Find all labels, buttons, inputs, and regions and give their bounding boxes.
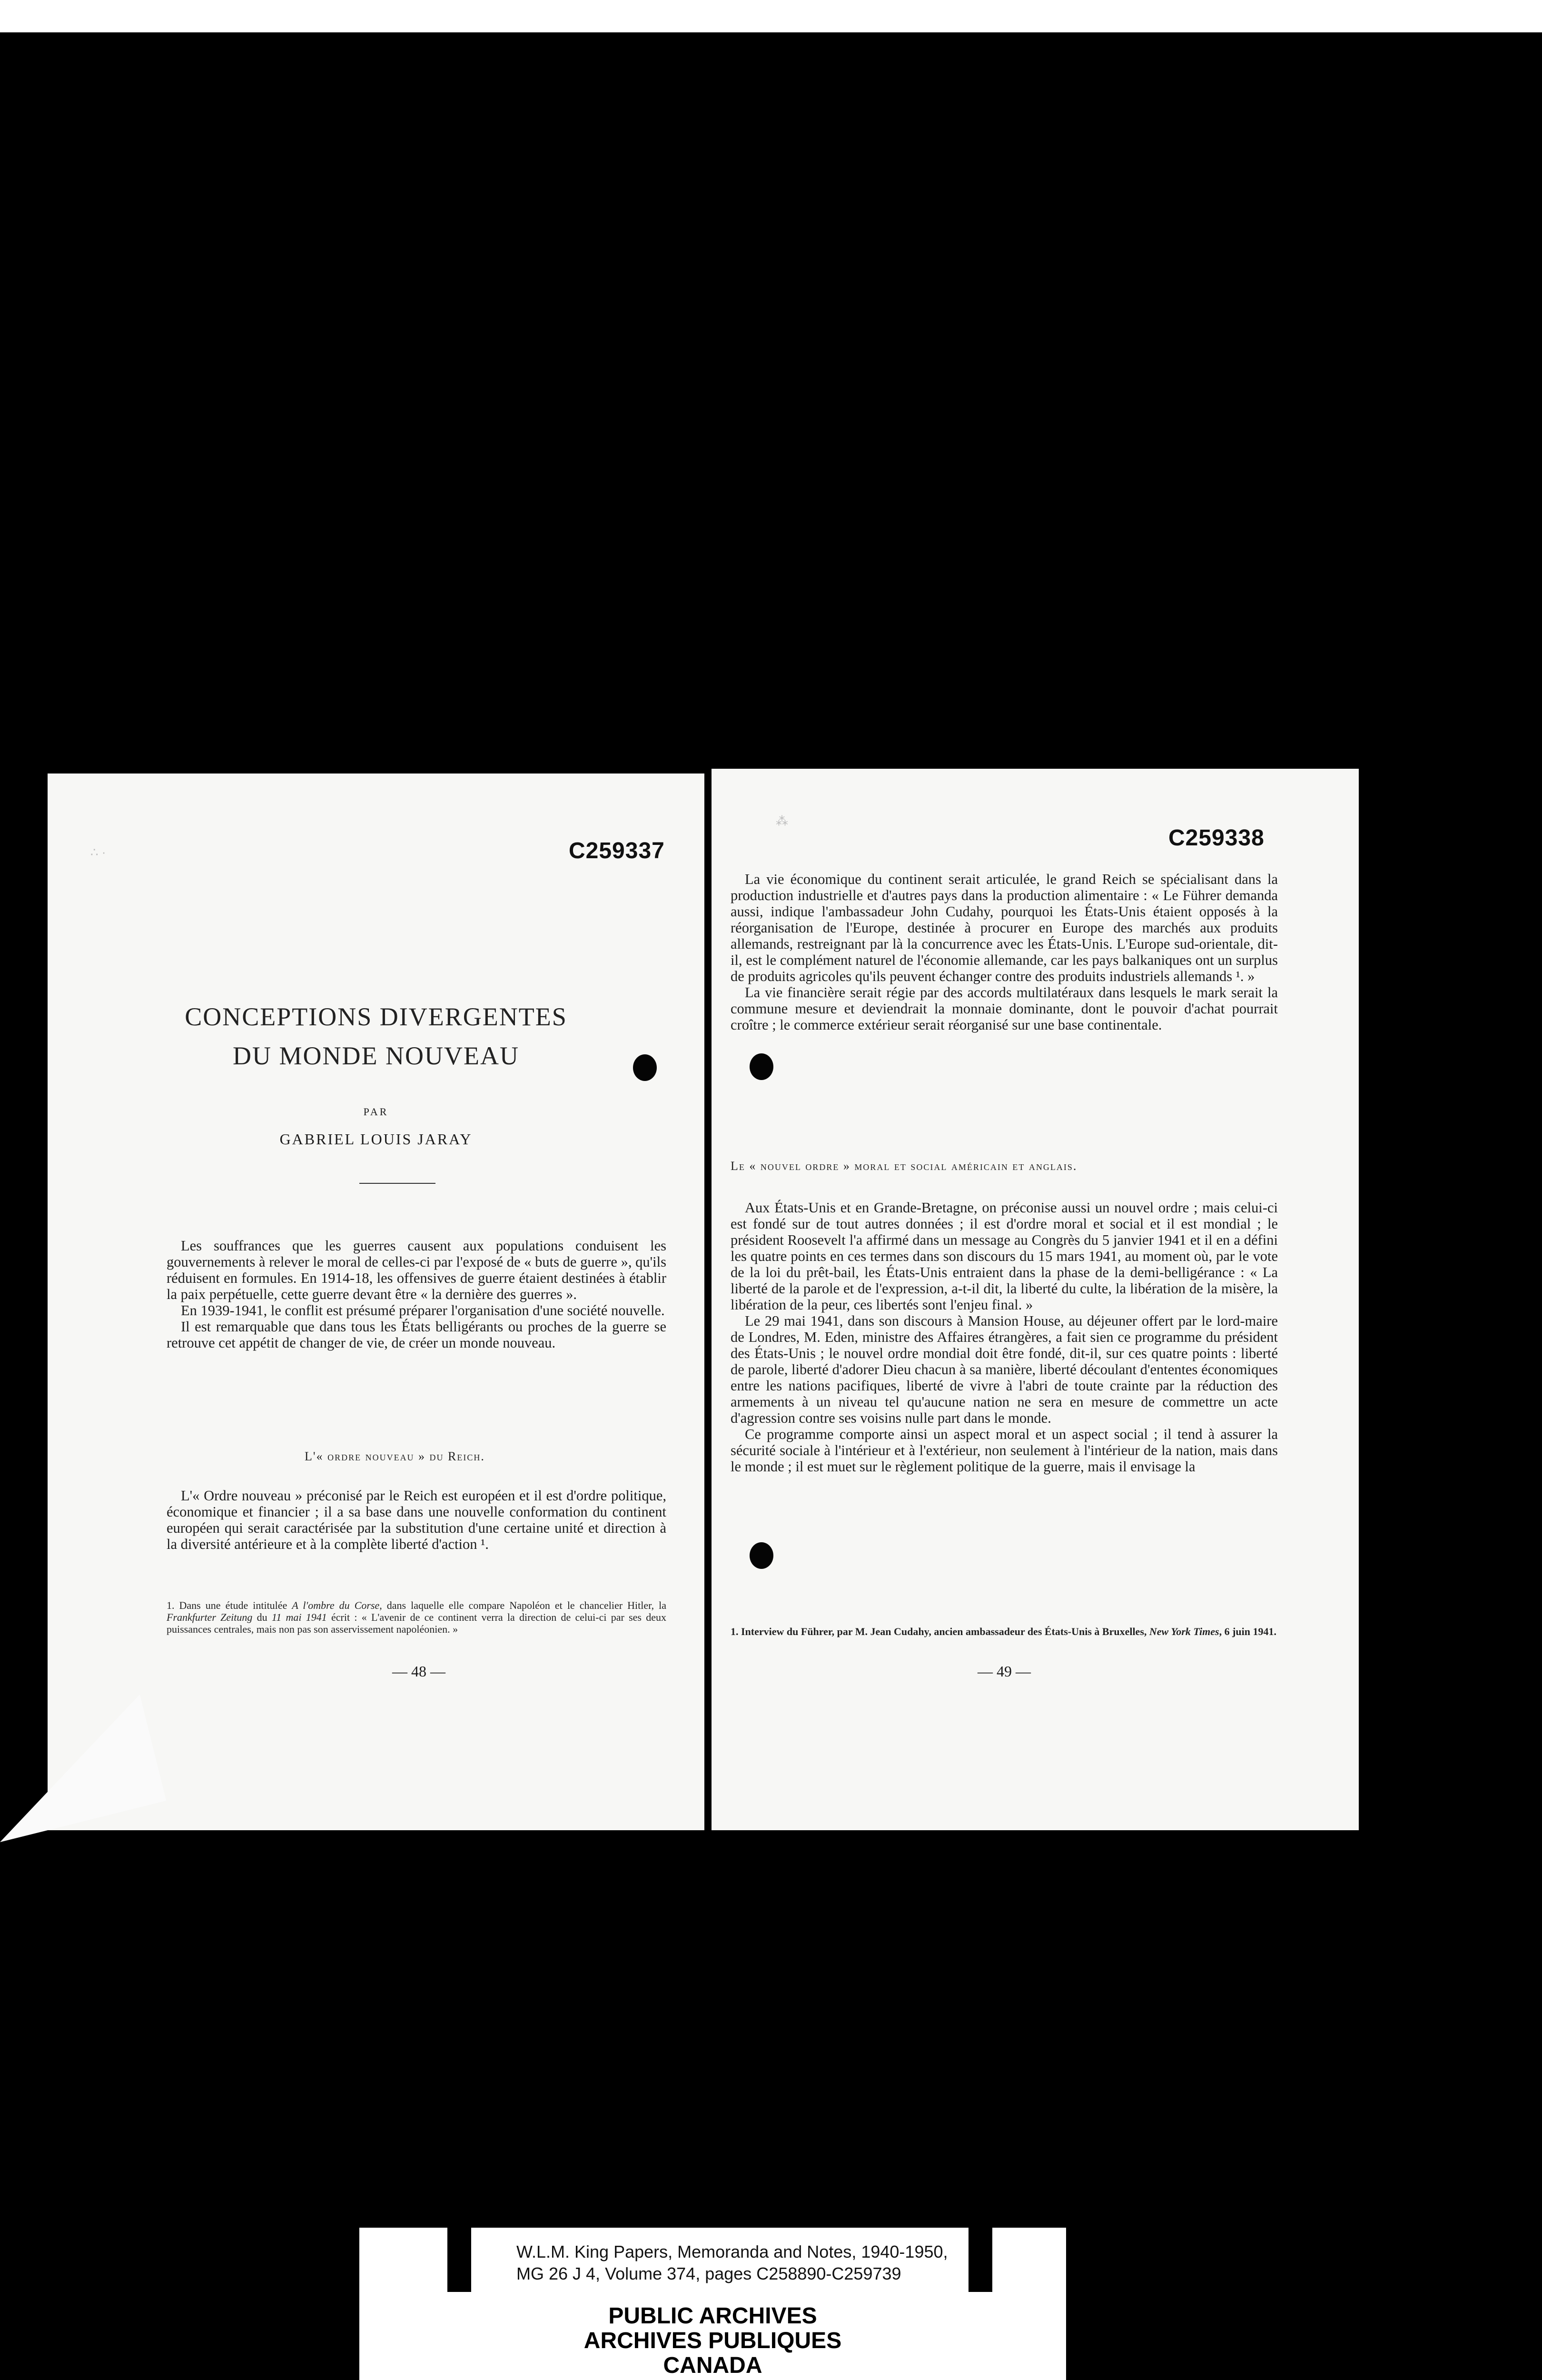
article-title-line2: DU MONDE NOUVEAU — [233, 1041, 519, 1070]
intro-text — [167, 1238, 666, 1351]
faded-stamp: ∴ · — [90, 845, 106, 859]
intro-paragraph: Il est remarquable que dans tous les États belligérants ou proches de la guerre se retrouve cet appétit de changer de vie, de créer un monde nouveau. — [167, 1319, 666, 1351]
punch-hole — [750, 1053, 773, 1080]
scan-top-margin — [0, 0, 1542, 32]
page-number: — 49 — — [978, 1663, 1031, 1680]
body-paragraph: La vie économique du continent serait articulée, le grand Reich se spécialisant dans la production industrielle et d'autres pays dans la production alimentaire : « Le Führer demanda aussi, indique l'ambassadeur John Cudahy, pourquoi les États-Unis étaient opposés à la réorganisation de l'Europe, destinée à procurer en Europe des marchés aux produits allemands, restreignant par là la concurrence avec les États-Unis. L'Europe sud-orientale, dit-il, est le complément naturel de l'économie allemande, car les pays balkaniques ont un surplus de produits agricoles qu'ils peuvent échanger contre des produits industriels allemands ¹. » — [731, 871, 1278, 984]
right-section-text — [731, 1200, 1278, 1475]
archives-country: CANADA — [663, 2353, 762, 2378]
citation-line: MG 26 J 4, Volume 374, pages C258890-C259739 — [516, 2264, 901, 2283]
article-title-line1: CONCEPTIONS DIVERGENTES — [185, 1002, 567, 1031]
footnote: 1. Interview du Führer, par M. Jean Cudahy, ancien ambassadeur des États-Unis à Bruxelles, New York Times, 6 juin 1941. — [731, 1626, 1276, 1637]
label-bar-left — [447, 2228, 471, 2292]
label-bar-right — [969, 2228, 992, 2292]
right-page-reference-number: C259338 — [1168, 825, 1265, 851]
archive-citation — [516, 2241, 948, 2285]
page-number: — 48 — — [392, 1663, 445, 1680]
footnote: 1. Dans une étude intitulée A l'ombre du Corse, dans laquelle elle compare Napoléon et le chancelier Hitler, la Frankfurter Zeitung du 11 mai 1941 écrit : « L'avenir de ce continent verra la direction de celui-ci par ses deux puissances centrales, mais non pas son asservissement napoléonien. » — [167, 1599, 666, 1635]
by-label: PAR — [363, 1106, 389, 1118]
faded-stamp: ⁂ — [776, 814, 788, 828]
body-paragraph: Ce programme comporte ainsi un aspect moral et un aspect social ; il tend à assurer la sécurité sociale à l'intérieur et à l'extérieur, non seulement à l'intérieur de la nation, mais dans le monde ; il est muet sur le règlement politique de la guerre, mais il envisage la — [731, 1426, 1278, 1475]
punch-hole — [750, 1542, 773, 1569]
intro-paragraph: Les souffrances que les guerres causent aux populations conduisent les gouvernements à relever le moral de celles-ci par l'exposé de « buts de guerre », qu'ils réduisent en formules. En 1914-18, les offensives de guerre étaient destinées à établir la paix perpétuelle, cette guerre devant être « la dernière des guerres ». — [167, 1238, 666, 1302]
section-heading: Le « nouvel ordre » moral et social américain et anglais. — [731, 1159, 1077, 1173]
body-paragraph: Aux États-Unis et en Grande-Bretagne, on préconise aussi un nouvel ordre ; mais celui-ci est fondé sur de tout autres données ; il est d'ordre moral et social et il est mondial ; le président Roosevelt l'a affirmé dans un message au Congrès du 5 janvier 1941 et il en a défini les quatre points en ces termes dans son discours du 15 mars 1941, au moment où, par le vote de la loi du prêt-bail, les États-Unis entraient dans la phase de la demi-belligérance : « La liberté de la parole et de l'expression, a-t-il dit, la liberté du culte, la libération de la misère, la libération de la peur, ces libertés sont l'enjeu final. » — [731, 1200, 1278, 1313]
section-paragraph: L'« Ordre nouveau » préconisé par le Reich est européen et il est d'ordre politique, économique et financier ; il a sa base dans une nouvelle conformation du continent européen qui serait caractérisée par la substitution d'une certaine unité et direction à la diversité antérieure et à la complète liberté d'action ¹. — [167, 1488, 666, 1552]
intro-paragraph: En 1939-1941, le conflit est présumé préparer l'organisation d'une société nouvelle. — [181, 1302, 665, 1319]
archives-french: ARCHIVES PUBLIQUES — [583, 2328, 842, 2353]
section-heading: L'« ordre nouveau » du Reich. — [305, 1449, 485, 1463]
body-paragraph: Le 29 mai 1941, dans son discours à Mansion House, au déjeuner offert par le lord-maire de Londres, M. Eden, ministre des Affaires étrangères, a fait sien ce programme du président des États-Unis ; le nouvel ordre mondial doit être fondé, dit-il, sur ces quatre points : liberté de parole, liberté d'adorer Dieu chacun à sa manière, liberté découlant d'ententes économiques entre les nations pacifiques, liberté de vivre à l'abri de toute crainte par la réduction des armements à un niveau tel qu'aucune nation ne sera en mesure de commettre un acte d'agression contre ses voisins nulle part dans le monde. — [731, 1313, 1278, 1426]
archives-english: PUBLIC ARCHIVES — [608, 2303, 817, 2329]
right-page — [712, 769, 1359, 1830]
citation-line: W.L.M. King Papers, Memoranda and Notes, 1940-1950, — [516, 2242, 948, 2261]
body-paragraph: La vie financière serait régie par des accords multilatéraux dans lesquels le mark serait la commune mesure et deviendrait la monnaie dominante, dont le pouvoir d'achat pourrait croître ; le commerce extérieur serait réorganisé sur une base continentale. — [731, 984, 1278, 1033]
right-intro-text — [731, 871, 1278, 1033]
author-name: GABRIEL LOUIS JARAY — [279, 1130, 473, 1148]
left-page-reference-number: C259337 — [569, 838, 665, 863]
punch-hole — [633, 1054, 657, 1081]
title-rule — [359, 1183, 435, 1184]
archive-label — [359, 2228, 1066, 2380]
left-page — [48, 774, 704, 1830]
section-text — [167, 1488, 666, 1552]
